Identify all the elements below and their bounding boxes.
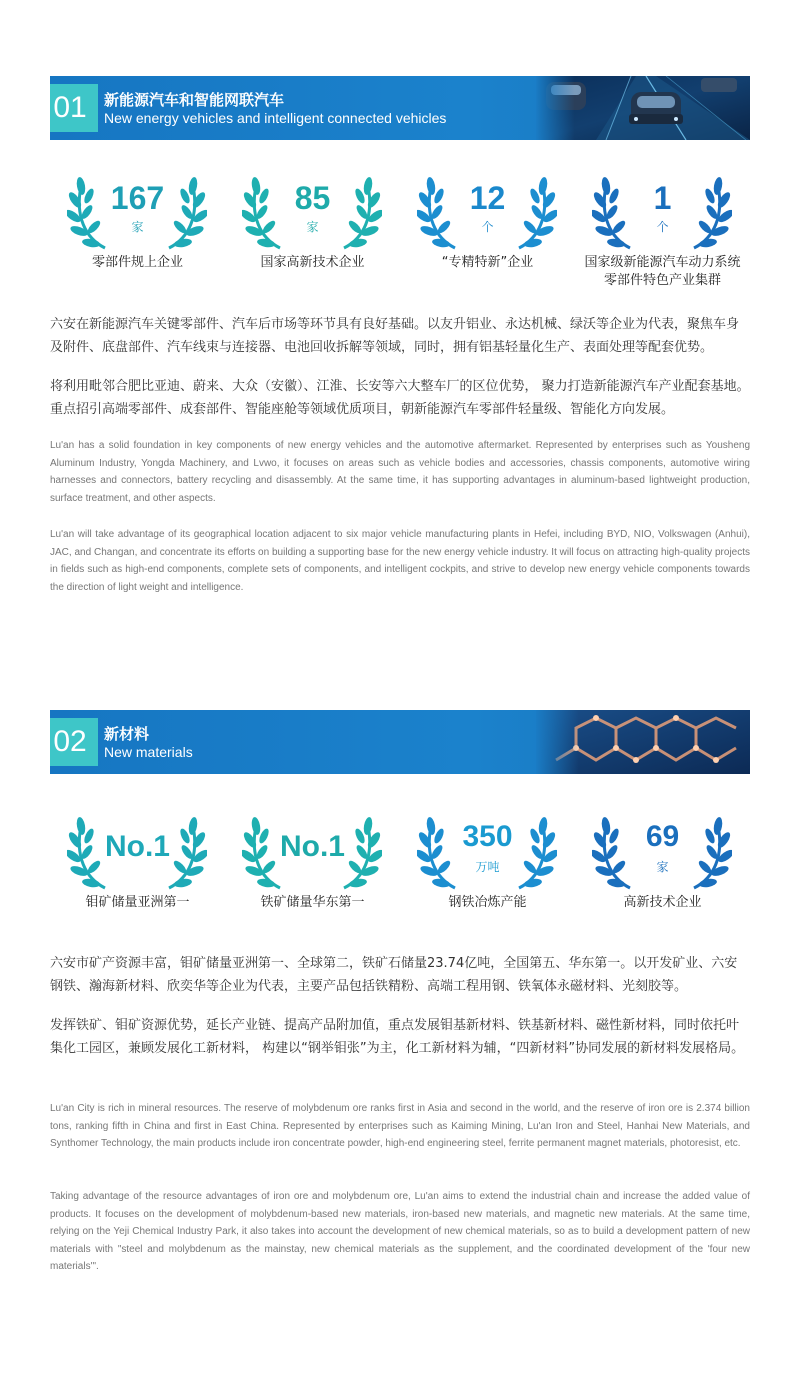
stat-label: 高新技术企业	[623, 895, 702, 910]
stat-label: 钼矿储量亚洲第一	[85, 895, 190, 910]
section-number: 01	[50, 84, 98, 132]
stat-item	[225, 812, 400, 922]
stat-unit: 万吨	[475, 860, 500, 874]
car-road-photo	[536, 76, 750, 140]
section-number: 02	[50, 718, 98, 766]
paragraph-en: Lu'an has a solid foundation in key components of new energy vehicles and the automotive aftermarket. Represented by enterprises such as Yousheng Aluminum Industry, Yongda Machinery, and Lvwo, it focuses on areas such as vehicle bodies and accessories, chassis components, automotive wiring harnesses and connectors, battery recycling and disassembly. At the same time, it has supporting advantages in aluminum-based lightweight production, surface treatment, and other aspects.	[50, 440, 750, 504]
section-banner	[50, 710, 750, 774]
paragraph-cn: 六安市矿产资源丰富，钼矿储量亚洲第一、全球第二，铁矿石储量23.74亿吨，全国第五、华东第一。以开发矿业、六安钢铁、瀚海新材料、欣奕华等企业为代表，主要产品包括铁精粉、高端工程用钢、铁氧体永磁材料、光刻胶等。	[50, 956, 738, 994]
stat-item	[400, 812, 575, 922]
paragraph-cn: 将利用毗邻合肥比亚迪、蔚来、大众（安徽）、江淮、长安等六大整车厂的区位优势， 聚力打造新能源汽车产业配套基地。重点招引高端零部件、成套部件、智能座舱等领域优质项目，朝新能源汽车零部件轻量级、智能化方向发展。	[50, 379, 750, 417]
stat-item	[575, 172, 750, 288]
stat-value: 12	[469, 180, 506, 216]
stat-label: 钢铁冶炼产能	[448, 895, 527, 910]
stat-value: 350	[462, 820, 513, 853]
stat-unit: 家	[131, 220, 144, 234]
stat-item	[575, 812, 750, 922]
stat-unit: 个	[656, 220, 669, 234]
paragraph-en: Lu'an City is rich in mineral resources. The reserve of molybdenum ore ranks first in Asia and second in the world, and the reserve of iron ore is 2.374 billion tons, ranking fifth in China and first in East China. Represented by enterprises such as Kaiming Mining, Lu'an Iron and Steel, Hanhai New Materials, and Synthomer Technology, the main products include iron concentrate powder, high-end engineering steel, ferrite permanent magnet materials, photoresist, etc.	[50, 1103, 750, 1149]
section-title-cn: 新材料	[104, 725, 150, 743]
stat-value: 85	[294, 180, 331, 216]
stat-item	[50, 172, 225, 282]
stats-row	[50, 812, 750, 922]
stat-value: No.1	[279, 830, 345, 863]
stat-unit: 个	[481, 220, 494, 234]
section-title-en: New materials	[104, 744, 193, 760]
stat-label: 铁矿储量华东第一	[260, 895, 365, 910]
stat-label: “专精特新”企业	[441, 255, 534, 270]
stat-item	[50, 812, 225, 922]
paragraph-en: Lu'an will take advantage of its geographical location adjacent to six major vehicle manufacturing plants in Hefei, including BYD, NIO, Volkswagen (Anhui), JAC, and Changan, and concentrate its efforts on building a supporting base for the new energy vehicle industry. It will focus on attracting high-quality projects in fields such as high-end components, complete sets of components, and intelligent cockpits, and strive to develop new energy vehicle components towards the direction of light weight and intelligence.	[50, 529, 750, 593]
stat-label: 国家级新能源汽车动力系统 零部件特色产业集群	[584, 255, 741, 288]
stat-value: No.1	[104, 830, 170, 863]
stat-unit: 家	[656, 860, 669, 874]
section-title-en: New energy vehicles and intelligent connected vehicles	[104, 110, 447, 126]
paragraph-en: Taking advantage of the resource advantages of iron ore and molybdenum ore, Lu'an aims to extend the industrial chain and increase the added value of products. It focuses on the development of molybdenum-based new materials, iron-based new materials, and magnetic new materials. At the same time, relying on the Yeji Chemical Industry Park, it also takes into account the development of new chemical materials, so as to build a development pattern of new materials with "steel and molybdenum as the mainstay, new chemical materials as the supplement, and the coordinated development of the 'four new materials'".	[50, 1191, 750, 1272]
stat-value: 69	[645, 820, 680, 853]
stat-item	[400, 172, 575, 282]
stats-row	[50, 172, 750, 288]
section-title-cn: 新能源汽车和智能网联汽车	[104, 91, 285, 109]
stat-value: 1	[653, 180, 672, 216]
stat-label: 零部件规上企业	[91, 255, 183, 270]
stat-label: 国家高新技术企业	[260, 255, 365, 270]
stat-item	[225, 172, 400, 282]
molecule-photo	[536, 710, 750, 774]
stat-unit: 家	[306, 220, 319, 234]
paragraph-cn: 六安在新能源汽车关键零部件、汽车后市场等环节具有良好基础。以友升铝业、永达机械、绿沃等企业为代表，聚焦车身及附件、底盘部件、汽车线束与连接器、电池回收拆解等领域，同时，拥有铝基轻量化生产、表面处理等配套优势。	[50, 317, 740, 355]
paragraph-cn: 发挥铁矿、钼矿资源优势，延长产业链、提高产品附加值，重点发展钼基新材料、铁基新材料、磁性新材料，同时依托叶集化工园区，兼顾发展化工新材料， 构建以“钢举钼张”为主，化工新材料为辅，“四新材料”协同发展的新材料发展格局。	[50, 1018, 745, 1056]
stat-value: 167	[110, 180, 165, 216]
section-banner	[50, 76, 750, 140]
